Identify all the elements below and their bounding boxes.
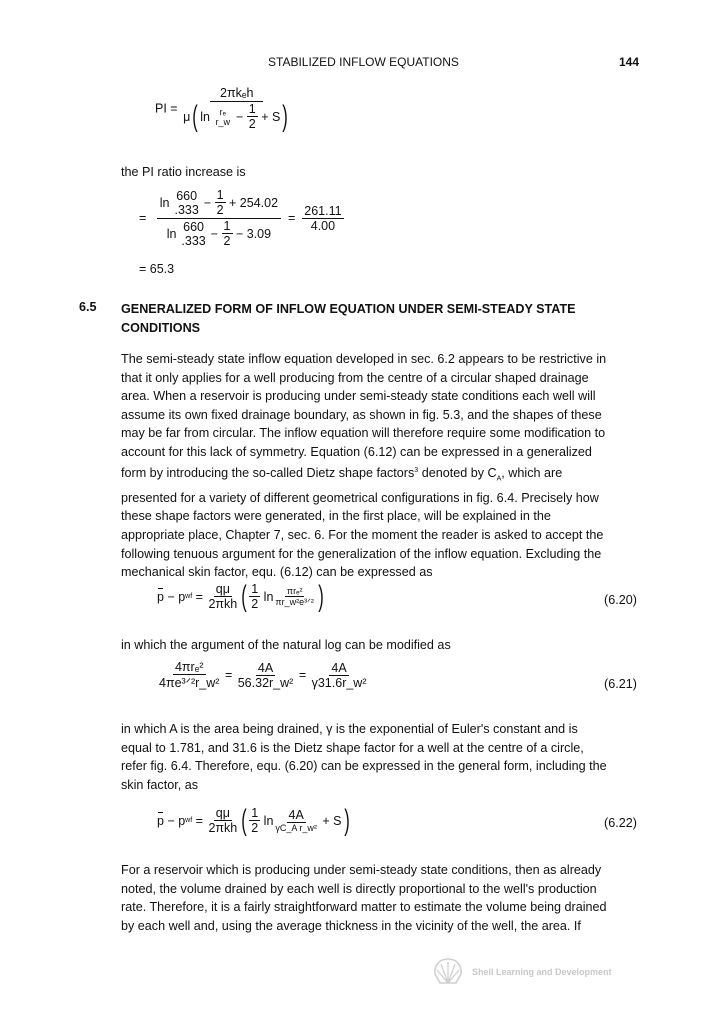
eq-sign: = — [195, 813, 203, 828]
ln: ln — [263, 589, 274, 604]
footnote-ref: 3 — [414, 466, 419, 474]
p-bar: p — [157, 813, 164, 828]
para2-line: refer fig. 6.4. Therefore, equ. (6.20) can be expressed in the general form, including the — [121, 759, 607, 774]
para1-line: appropriate place, Chapter 7, sec. 6. For the moment the reader is asked to accept the — [121, 528, 604, 543]
para1-text: , which are — [501, 465, 563, 480]
para1-line: assume its own fixed drainage boundary, as shown in fig. 5.3, and the shapes of these — [121, 407, 602, 422]
ratio-eq-sign: = — [139, 211, 147, 225]
ratio-top-half-num: 1 — [216, 188, 224, 202]
arg-num: πrₑ² — [286, 585, 303, 596]
pi-half-den: 2 — [248, 117, 256, 131]
ratio-bot-half-num: 1 — [223, 219, 231, 233]
f2-num: 4A — [257, 660, 274, 675]
section-number: 6.5 — [79, 300, 97, 314]
q-mu: qμ — [215, 582, 230, 596]
ratio-final: = 65.3 — [139, 262, 175, 276]
para3-line: For a reservoir which is producing under semi-steady state conditions, then as already — [121, 863, 602, 877]
f1-num: 4πrₑ² — [174, 660, 204, 674]
para1-text: denoted by C — [418, 465, 497, 480]
q-mu: qμ — [215, 806, 230, 820]
para2-line: in which A is the area being drained, γ is the exponential of Euler's constant and is — [121, 722, 578, 736]
subscript-wf: wf — [185, 817, 193, 824]
para1-line: account for this lack of symmetry. Equation (6.12) can be expressed in a generalized — [121, 444, 592, 459]
para1-line: presented for a variety of different geometrical configurations in fig. 6.4. Precisely how — [121, 490, 599, 505]
ratio-bot-den: .333 — [181, 233, 206, 248]
arg-num: 4A — [288, 808, 304, 822]
equation-label-6-20: (6.20) — [604, 593, 637, 607]
para1-text: form by introducing the so-called Dietz shape factors — [121, 465, 415, 480]
pi-plus-s: + S — [261, 109, 281, 124]
pi-half-num: 1 — [248, 102, 256, 116]
f1-den: 4πe³ᐟ²r_w² — [159, 676, 220, 690]
pi-ln: ln — [200, 109, 211, 124]
paragraph-volume — [121, 861, 651, 935]
para1-line: may be far from circular. The inflow equation will therefore require some modification to — [121, 426, 606, 441]
eq-sign: = — [195, 589, 203, 604]
ratio-result-num: 261.11 — [304, 203, 342, 218]
paragraph-euler — [121, 720, 651, 794]
two-pi-kh: 2πkh — [208, 597, 238, 611]
f2-den: 56.32r_w² — [237, 675, 294, 690]
footer-text: Shell Learning and Development — [472, 967, 612, 977]
para3-line: noted, the volume drained by each well is directly proportional to the well's production — [121, 881, 597, 896]
equation-pi-ratio: = ln 660 .333 − $\frac{1}{2}$ + 254.02 ln 660 .333 − $\frac{1}{2}$ − 3.09 = $\frac{261.11}{4.00}$ — [139, 188, 342, 248]
ratio-bot-num: 660 — [183, 219, 205, 234]
para1-line: The semi-steady state inflow equation developed in sec. 6.2 appears to be restrictive in — [121, 352, 607, 366]
para3-line: by each well and, using the average thickness in the vicinity of the well, the area. If — [121, 918, 581, 933]
para2-line: skin factor, as — [121, 777, 198, 792]
running-header: STABILIZED INFLOW EQUATIONS — [268, 55, 459, 69]
f3-den: γ31.6r_w² — [311, 675, 367, 690]
pi-re: rₑ — [219, 106, 226, 117]
equation-label-6-22: (6.22) — [604, 816, 637, 830]
para1-line: mechanical skin factor, equ. (6.12) can be expressed as — [121, 565, 433, 580]
arg-den: πr_w²e³ᐟ² — [275, 596, 314, 607]
plus-s: + S — [322, 813, 342, 828]
subscript-wf: wf — [185, 593, 193, 600]
pi-ratio-text: the PI ratio increase is — [121, 165, 246, 179]
half-num: 1 — [251, 806, 259, 820]
equation-6-22: p − p wf = $\frac{q\mu}{\text{2πkh}}$ ( $\frac{1}{2}$ ln $\frac{4A}{\text{γC\_A r\_w²}}$ + S ) — [157, 803, 350, 837]
half-num: 1 — [251, 582, 259, 596]
para3-line: rate. Therefore, it is a fairly straightforward matter to estimate the volume being drained — [121, 900, 607, 915]
para1-line — [121, 462, 651, 489]
argument-text: in which the argument of the natural log can be modified as — [121, 638, 451, 652]
ratio-result-den: 4.00 — [310, 218, 336, 233]
equation-label-6-21: (6.21) — [604, 677, 637, 691]
ln: ln — [263, 813, 274, 828]
minus-p: − p — [167, 813, 186, 828]
eq-sign: = — [298, 668, 307, 682]
ratio-bot-tail: − 3.09 — [235, 226, 272, 241]
ratio-top-tail: + 254.02 — [229, 195, 279, 210]
subscript-a: A — [496, 475, 502, 483]
footer-branding — [432, 957, 612, 987]
p-bar: p — [157, 589, 164, 604]
ratio-bot-half-den: 2 — [223, 234, 231, 248]
ratio-bot-ln: ln — [166, 226, 177, 241]
pi-mu: μ — [183, 109, 191, 124]
ratio-top-half-den: 2 — [216, 203, 224, 217]
two-pi-kh: 2πkh — [208, 821, 238, 835]
ratio-top-den: .333 — [174, 202, 199, 217]
half-den: 2 — [251, 821, 259, 835]
paragraph-dietz — [121, 350, 651, 582]
page-number: 144 — [619, 55, 640, 69]
para1-line: following tenuous argument for the generalization of the inflow equation. Excluding the — [121, 546, 602, 561]
section-title: GENERALIZED FORM OF INFLOW EQUATION UNDER SEMI-STEADY STATE CONDITIONS — [121, 302, 576, 335]
para1-line: that it only applies for a well producing from the centre of a circular shaped drainage — [121, 370, 589, 385]
para1-line: area. When a reservoir is producing under semi-steady state conditions each well will — [121, 389, 596, 404]
para2-line: equal to 1.781, and 31.6 is the Dietz shape factor for a well at the centre of a circle, — [121, 740, 584, 755]
pi-numerator: 2πkₑh — [220, 86, 254, 100]
f3-num: 4A — [331, 660, 347, 675]
equation-pi: PI = 2πkₑh μ ( ln rₑ r_w − $\frac{1}{2}$ + S ) — [155, 86, 289, 133]
equation-6-20: p − p wf = $\frac{q\mu}{\text{2πkh}}$ ( $\frac{1}{2}$ ln $\frac{\text{πrₑ²}}{\text{πr\_w²e³ᐟ²}}$ ) — [157, 579, 324, 613]
half-den: 2 — [251, 597, 259, 611]
eq-sign: = — [224, 668, 233, 682]
arg-den: γC_A r_w² — [275, 823, 317, 833]
ratio-top-ln: ln — [159, 195, 170, 210]
para1-line: these shape factors were generated, in the first place, will be explained in the — [121, 509, 551, 524]
pi-rw: r_w — [215, 116, 231, 127]
equation-6-21 — [157, 660, 369, 690]
ratio-top-num: 660 — [176, 188, 198, 203]
minus-p: − p — [167, 589, 186, 604]
shell-logo-icon — [432, 957, 464, 987]
pi-lhs: PI = — [155, 101, 178, 116]
